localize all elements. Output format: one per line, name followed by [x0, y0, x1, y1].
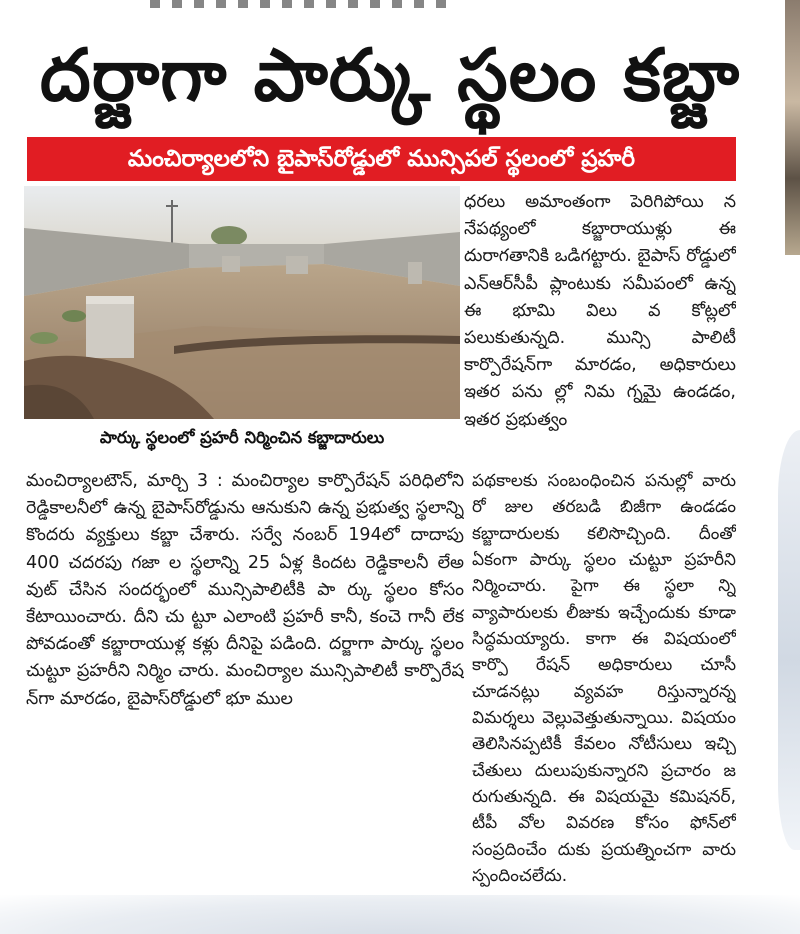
photo-caption: పార్కు స్థలంలో ప్రహరీ నిర్మించిన కబ్జాదారులు — [99, 428, 385, 447]
headline: దర్జాగా పార్కు స్థలం కబ్జా — [39, 33, 741, 117]
background-fabric-bottom — [0, 895, 800, 934]
adjacent-photo-edge — [785, 0, 800, 255]
previous-article-fragment — [150, 0, 450, 8]
walled-plot-image — [24, 186, 460, 419]
background-fabric — [778, 430, 800, 850]
subheadline-banner: మంచిర్యాలలోని బైపాస్‌రోడ్డులో మున్సిపల్‌ స్థలంలో ప్రహరీ — [27, 137, 736, 181]
body-text-right-bottom: పథకాలకు సంబంధించిన పనుల్లో వారు రో జుల తరబడి బిజీగా ఉండడం కబ్జాదారులకు కలిసొచ్చింది. దీంతో ఏకంగా పార్కు స్థలం చుట్టూ ప్రహరీని నిర్మించారు. పైగా ఈ స్థలా న్ని వ్యాపారులకు లీజుకు ఇచ్చేందుకు కూడా సిద్ధమయ్యారు. కాగా ఈ విషయంలో కార్పొ రేషన్‌ అధికారులు చూసీ చూడనట్లు వ్యవహ రిస్తున్నారన్న విమర్శలు వెల్లువెత్తుతున్నాయి. విషయం తెలిసినప్పటికీ కేవలం నోటీసులు ఇచ్చి చేతులు దులుపుకున్నారని ప్రచారం జ రుగుతున్నది. ఈ విషయమై కమిషనర్‌, టీపీ వోల వివరణ కోసం ఫోన్‌లో సంప్రదించేం దుకు ప్రయత్నించగా వారు స్పందించలేదు. — [472, 471, 736, 887]
article-photo — [24, 186, 460, 419]
body-text-left: మంచిర్యాలటౌన్‌, మార్చి 3 : మంచిర్యాల కార్పొరేషన్‌ పరిధిలోని రెడ్డికాలనీలో ఉన్న బైపాస్‌రోడ్డును ఆనుకుని ఉన్న ప్రభుత్వ స్థలాన్ని కొందరు వ్యక్తులు కబ్జా చేశారు. సర్వే నంబర్‌ 194లో దాదాపు 400 చదరపు గజా ల స్థలాన్ని 25 ఏళ్ల కిందట రెడ్డికాలనీ లేఅ వుట్‌ చేసిన సందర్భంలో మున్సిపాలిటీకి పా ర్కు స్థలం కోసం కేటాయించారు. దీని చు ట్టూ ఎలాంటి ప్రహరీ కానీ, కంచె గానీ లేక పోవడంతో కబ్జారాయుళ్ల కళ్లు దీనిపై పడింది. దర్జాగా పార్కు స్థలం చుట్టూ ప్రహరీని నిర్మిం చారు. మంచిర్యాల మున్సిపాలిటీ కార్పొరేష న్‌గా మారడం, బైపాస్‌రోడ్డులో భూ ముల — [26, 471, 464, 709]
body-text-right-top: ధరలు అమాంతంగా పెరిగిపోయి న నేపథ్యంలో కబ్జారాయుళ్లు ఈ దురాగతానికి ఒడిగట్టారు. బైపాస్‌ రోడ్డులో ఎన్‌ఆర్‌సీపీ ప్లాంటుకు సమీపంలో ఉన్న ఈ భూమి విలు వ కోట్లలో పలుకుతున్నది. మున్సి పాలిటీ కార్పొరేషన్‌గా మారడం, అధికారులు ఇతర పను ల్లో నిమ గ్నమై ఉండడం, ఇతర ప్రభుత్వం — [464, 192, 736, 430]
